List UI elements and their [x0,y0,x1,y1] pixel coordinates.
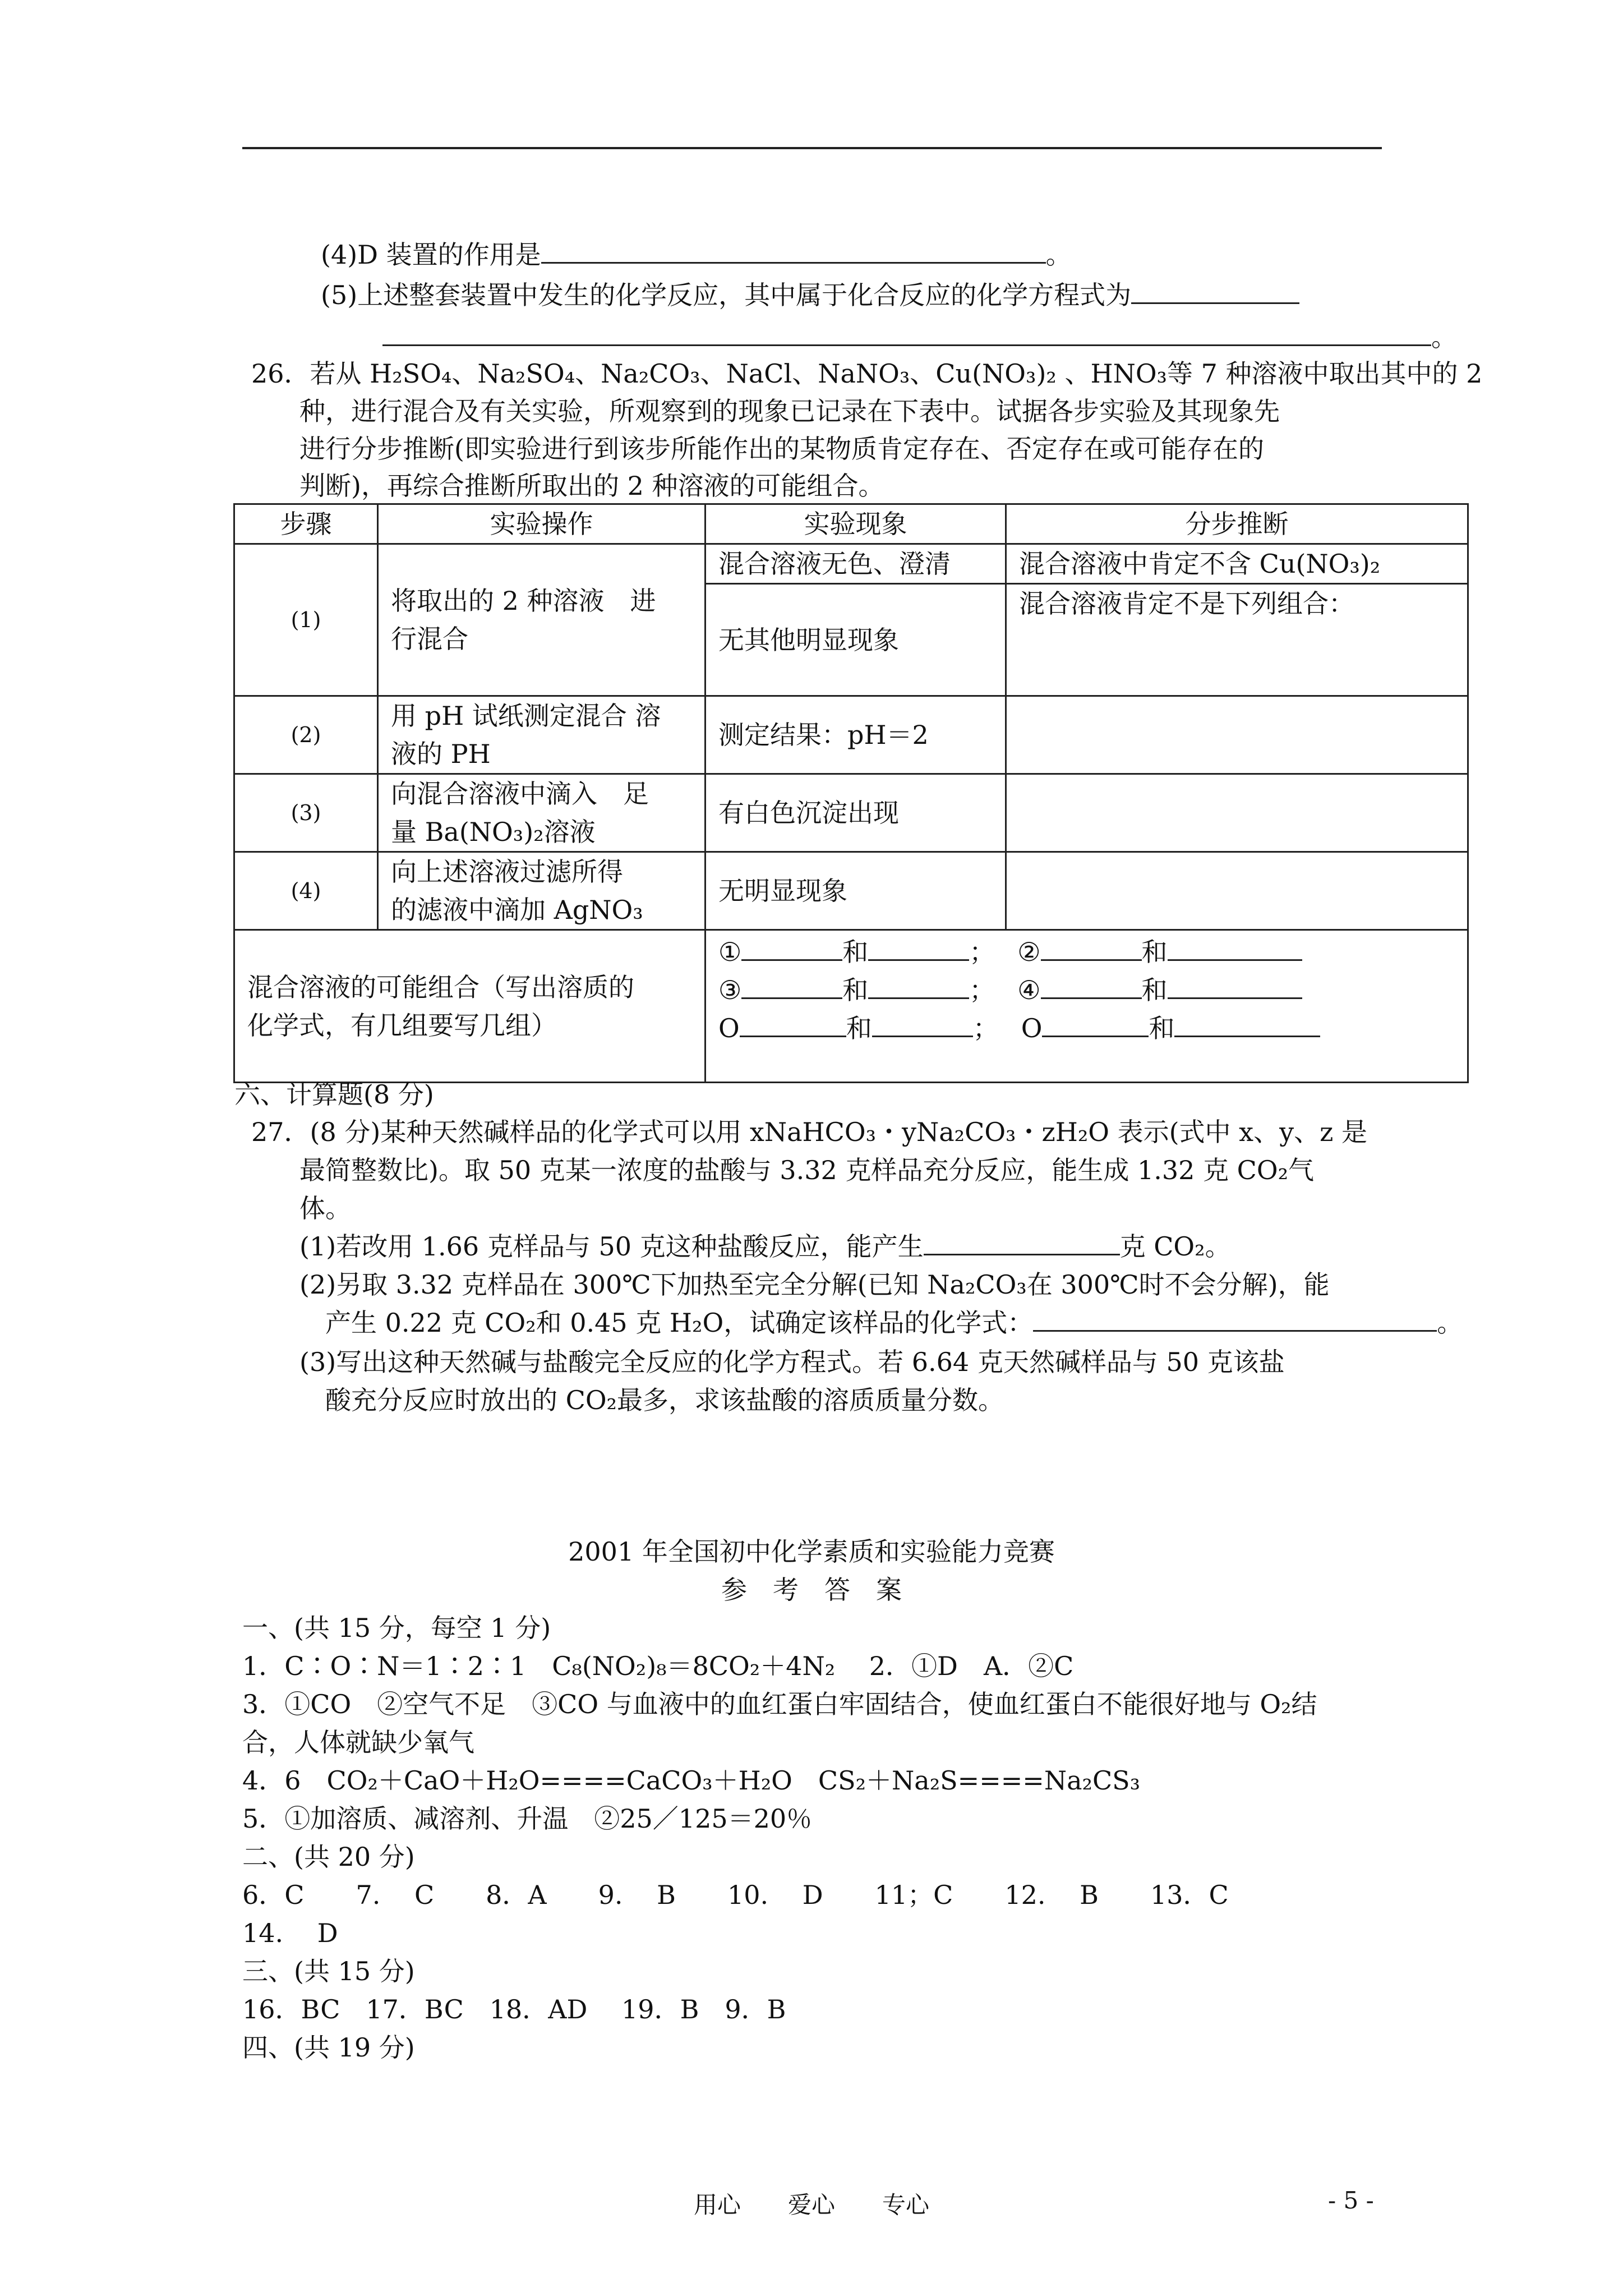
answers-section-1: 一、(共 15 分，每空 1 分) [242,1613,551,1643]
table-row [234,696,1468,774]
answer-blank[interactable] [868,936,969,961]
page-number: - 5 - [1328,2187,1374,2214]
answers-section-2: 二、(共 20 分) [242,1842,415,1872]
inference-cell[interactable] [1006,852,1468,930]
inference-cell[interactable] [1006,774,1468,852]
combination-row [234,930,1468,1083]
answer-line: 6．C 7. C 8．A 9. B 10. D 11；C 12. B 13．C [242,1880,1229,1910]
phenomenon-cell: 测定结果：pH＝2 [706,696,1006,774]
answer-blank[interactable] [1041,974,1142,999]
q26-line1: 26．若从 H₂SO₄、Na₂SO₄、Na₂CO₃、NaCl、NaNO₃、Cu(NO₃)₂ 、HNO₃等 7 种溶液中取出其中的 2 [251,358,1483,389]
q25-part5-cont: 。 [382,317,1457,354]
answer-blank[interactable] [741,974,842,999]
answer-blank[interactable] [1131,277,1299,304]
answer-line: 1．C∶O∶N＝1∶2∶1 C₈(NO₂)₈＝8CO₂＋4N₂ 2．①D A．②C [242,1651,1074,1681]
answer-blank[interactable] [382,319,1431,346]
step-cell: (2) [234,696,378,774]
answer-blank[interactable] [1042,1013,1149,1037]
answer-line: 16．BC 17．BC 18．AD 19．B 9．B [242,1994,786,2024]
answer-blank[interactable] [740,1013,846,1037]
combination-label-cell: 混合溶液的可能组合（写出溶质的 化学式，有几组要写几组） [234,930,706,1083]
answer-blank[interactable] [1174,1013,1320,1037]
answer-blank[interactable] [1033,1304,1437,1332]
phenomenon-cell: 混合溶液无色、澄清 [706,544,1006,584]
header-operation: 实验操作 [378,504,706,544]
answer-line: 5．①加溶质、减溶剂、升温 ②25／125＝20％ [242,1803,813,1834]
phenomenon-cell: 无明显现象 [706,852,1006,930]
combination-line: O 和 ； O 和 [718,1009,1455,1047]
answer-blank[interactable] [1168,936,1302,961]
table-header-row [234,504,1468,544]
answer-blank[interactable] [741,936,842,961]
inference-cell[interactable] [1006,696,1468,774]
combination-answers-cell [706,930,1468,1083]
q27-part3-line2: 酸充分反应时放出的 CO₂最多，求该盐酸的溶质质量分数。 [325,1385,1004,1415]
answer-line: 3．①CO ②空气不足 ③CO 与血液中的血红蛋白牢固结合，使血红蛋白不能很好地与 O₂结 [242,1689,1317,1719]
inference-cell: 混合溶液中肯定不含 Cu(NO₃)₂ [1006,544,1468,584]
combination-line: ③ 和 ； ④ 和 [718,971,1455,1009]
experiment-table [233,503,1469,1083]
header-phenomenon: 实验现象 [706,504,1006,544]
q26-line4: 判断)，再综合推断所取出的 2 种溶液的可能组合。 [299,471,884,501]
inference-cell[interactable]: 混合溶液肯定不是下列组合： [1006,584,1468,696]
header-inference: 分步推断 [1006,504,1468,544]
answer-blank[interactable] [924,1228,1120,1255]
answer-blank[interactable] [541,236,1046,264]
phenomenon-cell: 无其他明显现象 [706,584,1006,696]
section-6-title: 六、计算题(8 分) [234,1079,434,1110]
operation-cell: 将取出的 2 种溶液 进 行混合 [378,544,706,696]
q27-part2-line2: 产生 0.22 克 CO₂和 0.45 克 H₂O，试确定该样品的化学式： 。 [325,1303,1463,1340]
header-step: 步骤 [234,504,378,544]
answer-blank[interactable] [1168,974,1302,999]
operation-cell: 向上述溶液过滤所得 的滤液中滴加 AgNO₃ [378,852,706,930]
answers-subtitle: 参 考 答 案 [721,1575,902,1605]
table-row [234,852,1468,930]
q27-line3: 体。 [299,1193,351,1223]
answer-line: 合，人体就缺少氧气 [242,1727,474,1757]
answers-section-3: 三、(共 15 分) [242,1956,415,1986]
header-rule [242,147,1382,149]
q25-part5: (5)上述整套装置中发生的化学反应，其中属于化合反应的化学方程式为 [321,275,1299,312]
answers-title: 2001 年全国初中化学素质和实验能力竞赛 [568,1536,1055,1567]
q27-part3-line1: (3)写出这种天然碱与盐酸完全反应的化学方程式。若 6.64 克天然碱样品与 50 克该盐 [299,1347,1285,1377]
answers-section-4: 四、(共 19 分) [242,2032,415,2063]
answer-line: 14. D [242,1918,338,1948]
table-row [234,544,1468,584]
q26-line2: 种，进行混合及有关实验，所观察到的现象已记录在下表中。试据各步实验及其现象先 [299,396,1280,426]
q27-line2: 最简整数比)。取 50 克某一浓度的盐酸与 3.32 克样品充分反应，能生成 1.32 克 CO₂气 [299,1155,1315,1185]
step-cell: (1) [234,544,378,696]
combination-line: ① 和 ； ② 和 [718,933,1455,971]
q27-part2-line1: (2)另取 3.32 克样品在 300℃下加热至完全分解(已知 Na₂CO₃在 300℃时不会分解)，能 [299,1269,1330,1300]
footer-motto: 用心 爱心 专心 [693,2191,929,2219]
operation-cell: 向混合溶液中滴入 足 量 Ba(NO₃)₂溶液 [378,774,706,852]
q25-part4: (4)D 装置的作用是 。 [321,234,1072,272]
step-cell: (4) [234,852,378,930]
answer-blank[interactable] [872,1013,973,1037]
answer-line: 4．6 CO₂＋CaO＋H₂O====CaCO₃＋H₂O CS₂＋Na₂S====Na₂CS₃ [242,1765,1141,1796]
q26-line3: 进行分步推断(即实验进行到该步所能作出的某物质肯定存在、否定存在或可能存在的 [299,434,1264,464]
step-cell: (3) [234,774,378,852]
q27-part1: (1)若改用 1.66 克样品与 50 克这种盐酸反应，能产生 克 CO₂。 [299,1226,1231,1263]
operation-cell: 用 pH 试纸测定混合 溶 液的 PH [378,696,706,774]
table-row [234,774,1468,852]
answer-blank[interactable] [1041,936,1142,961]
phenomenon-cell: 有白色沉淀出现 [706,774,1006,852]
answer-blank[interactable] [868,974,969,999]
q27-line1: 27．(8 分)某种天然碱样品的化学式可以用 xNaHCO₃・yNa₂CO₃・zH₂O 表示(式中 x、y、z 是 [251,1117,1367,1147]
